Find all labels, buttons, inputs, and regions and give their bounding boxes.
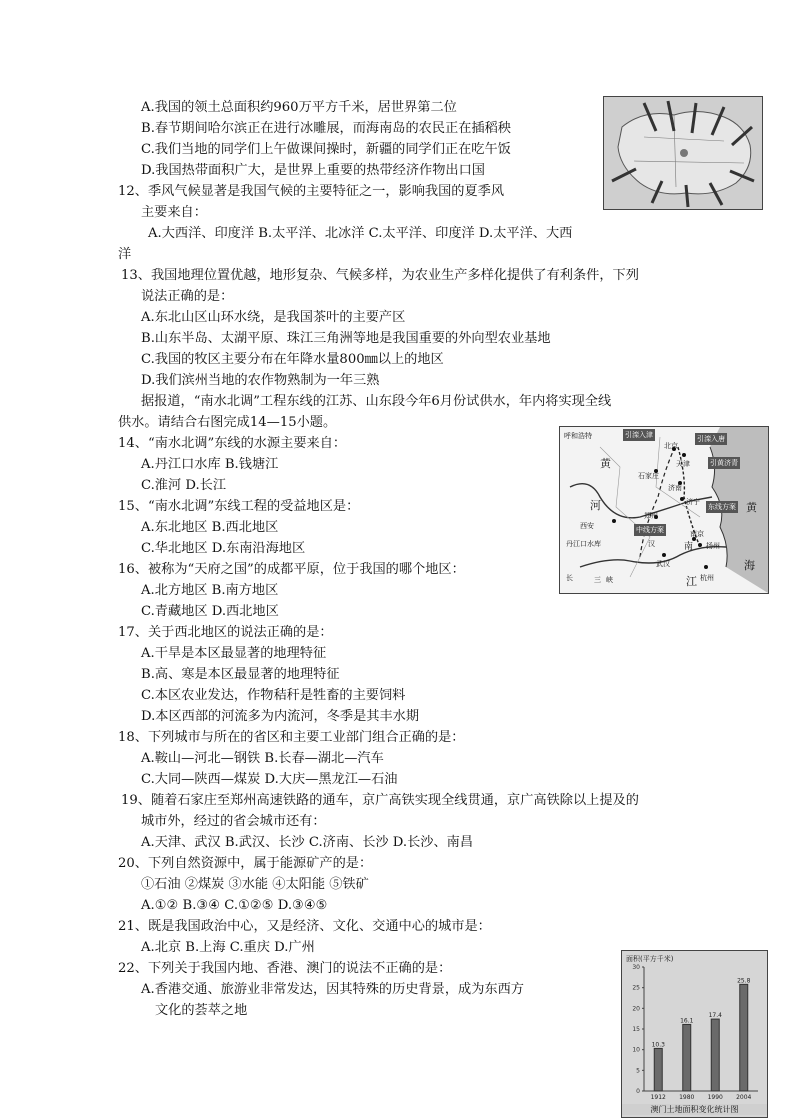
water-diversion-map [559,426,769,594]
q15-options-cd: C.华北地区 D.东南沿海地区 [141,541,306,556]
map-label-box: 东线方案 [708,503,736,511]
q18-options-cd: C.大同—陕西—煤炭 D.大庆—黑龙江—石油 [141,772,398,787]
q11-option-a: A.我国的领土总面积约960万平方千米，居世界第二位 [141,100,457,115]
x-tick-label: 1980 [679,1094,695,1101]
map-place-label: 河 [590,499,601,512]
q17-stem: 17、关于西北地区的说法正确的是： [118,625,333,640]
map-place-label: 扬州 [706,542,720,550]
q16-options-cd: C.青藏地区 D.西北地区 [141,604,279,619]
y-tick-label: 30 [632,964,640,971]
y-tick-label: 20 [632,1005,640,1013]
q12-stem: 12、季风气候显著是我国气候的主要特征之一，影响我国的夏季风 [118,184,505,199]
chart-ylabel: 面积(平方千米) [626,955,674,963]
q16-stem: 16、被称为“天府之国”的成都平原，位于我国的哪个地区： [118,562,465,577]
q14-options-ab: A.丹江口水库 B.钱塘江 [141,457,279,472]
bar [711,1019,719,1091]
q13-option-d: D.我们滨州当地的农作物熟制为一年三熟 [141,373,380,388]
y-tick-label: 15 [632,1026,640,1033]
q15-options-ab: A.东北地区 B.西北地区 [141,520,279,535]
q18-stem: 18、下列城市与所在的省区和主要工业部门组合正确的是： [118,730,465,745]
q22-option-a-cont: 文化的荟萃之地 [155,1003,248,1018]
map-place-label: 北京 [664,442,678,450]
q17-option-c: C.本区农业发达，作物秸秆是牲畜的主要饲料 [141,688,406,703]
q13-option-c: C.我国的牧区主要分布在年降水量800㎜以上的地区 [141,352,444,367]
y-tick-label: 25 [632,984,640,992]
q19-stem-cont: 城市外，经过的省会城市还有： [141,814,326,829]
china-map-drawing [604,97,762,209]
q21-stem: 21、既是我国政治中心，又是经济、文化、交通中心的城市是： [118,919,491,934]
bar-value-label: 16.1 [680,1017,694,1025]
map-place-label: 杭州 [700,574,714,582]
map-place-label: 丹江口水库 [566,540,601,548]
q14-stem: 14、“南水北调”东线的水源主要来自： [118,436,347,451]
map-label-box: 中线方案 [636,526,664,534]
q16-options-ab: A.北方地区 B.南方地区 [141,583,279,598]
q19-stem: 19、随着石家庄至郑州高速铁路的通车，京广高铁实现全线贯通，京广高铁除以上提及的 [121,793,639,808]
map-place-label: 江 [686,575,697,588]
q12-options-wrap: 洋 [118,247,132,262]
map-place-label: 汉 [648,540,655,548]
q21-options: A.北京 B.上海 C.重庆 D.广州 [141,940,315,955]
chart-title: 澳门土地面积变化统计图 [622,1104,767,1115]
bar-value-label: 10.3 [651,1041,665,1049]
q20-stem: 20、下列自然资源中，属于能源矿产的是： [118,856,373,871]
map-label-box: 引黄济青 [710,459,738,467]
q13-option-b: B.山东半岛、太湖平原、珠江三角洲等地是我国重要的外向型农业基地 [141,331,551,346]
bar [683,1024,691,1091]
q12-options: A.大西洋、印度洋 B.太平洋、北冰洋 C.太平洋、印度洋 D.太平洋、大西 [148,226,573,241]
map-place-label: 天津 [676,460,690,468]
map-label-box: 引滦入津 [625,431,653,439]
map-place-label: 南京 [690,530,704,538]
q17-option-d: D.本区西部的河流多为内流河，冬季是其丰水期 [141,709,420,724]
map-place-label: 郑州 [644,512,658,520]
map-place-label: 南 [684,542,694,552]
bar-value-label: 25.8 [737,977,751,985]
x-tick-label: 2004 [736,1094,752,1101]
map-label-box: 引滦入唐 [697,435,725,443]
bar [654,1048,662,1091]
map-place-label: 济宁 [686,498,700,506]
x-tick-label: 1912 [650,1094,666,1101]
q22-stem: 22、下列关于我国内地、香港、澳门的说法不正确的是： [118,961,452,976]
map-place-label: 武汉 [656,560,670,568]
map-place-label: 三 [594,576,601,584]
macau-area-chart [621,950,768,1118]
map-place-label: 济南 [668,484,682,492]
q19-options: A.天津、武汉 B.武汉、长沙 C.济南、长沙 D.长沙、南昌 [141,835,474,850]
map-place-label: 石家庄 [638,472,659,480]
q14-options-cd: C.淮河 D.长江 [141,478,227,493]
map-place-label: 黄 [600,457,611,470]
q13-stem-cont: 说法正确的是： [141,289,234,304]
y-tick-label: 10 [632,1046,640,1054]
q13-option-a: A.东北山区山环水绕，是我国茶叶的主要产区 [141,310,406,325]
passage-line-2: 供水。请结合右图完成14—15小题。 [118,415,337,430]
bar [740,984,748,1091]
map-place-label: 海 [744,559,755,572]
q20-options: A.①② B.③④ C.①②⑤ D.③④⑤ [141,898,328,913]
q13-stem: 13、我国地理位置优越，地形复杂、气候多样，为农业生产多样化提供了有利条件，下列 [121,268,639,283]
x-tick-label: 1990 [707,1094,723,1101]
q18-options-ab: A.鞍山—河北—钢铁 B.长春—湖北—汽车 [141,751,384,766]
passage-line-1: 据报道，“南水北调”工程东线的江苏、山东段今年6月份试供水，年内将实现全线 [141,394,612,409]
q22-option-a: A.香港交通、旅游业非常发达，因其特殊的历史背景，成为东西方 [141,982,524,997]
map-place-label: 呼和浩特 [564,432,592,440]
q12-stem-cont: 主要来自： [141,205,207,220]
q11-option-d: D.我国热带面积广大，是世界上重要的热带经济作物出口国 [141,163,485,178]
map-place-label: 黄 [746,501,757,514]
y-tick-label: 0 [636,1088,640,1095]
china-map-thumbnail [603,96,763,210]
map-place-label: 峡 [606,576,613,584]
q11-option-c: C.我们当地的同学们上午做课间操时，新疆的同学们正在吃午饭 [141,142,511,157]
q15-stem: 15、“南水北调”东线工程的受益地区是： [118,499,360,514]
y-tick-label: 5 [636,1067,640,1075]
map-place-label: 长 [566,574,573,582]
bar-value-label: 17.4 [708,1012,722,1020]
q20-items: ①石油 ②煤炭 ③水能 ④太阳能 ⑤铁矿 [141,877,369,892]
q17-option-a: A.干旱是本区最显著的地理特征 [141,646,327,661]
map-place-label: 西安 [580,522,594,530]
q17-option-b: B.高、寒是本区最显著的地理特征 [141,667,340,682]
q11-option-b: B.春节期间哈尔滨正在进行冰雕展，而海南岛的农民正在插稻秧 [141,121,511,136]
bar-chart-svg [622,951,767,1117]
